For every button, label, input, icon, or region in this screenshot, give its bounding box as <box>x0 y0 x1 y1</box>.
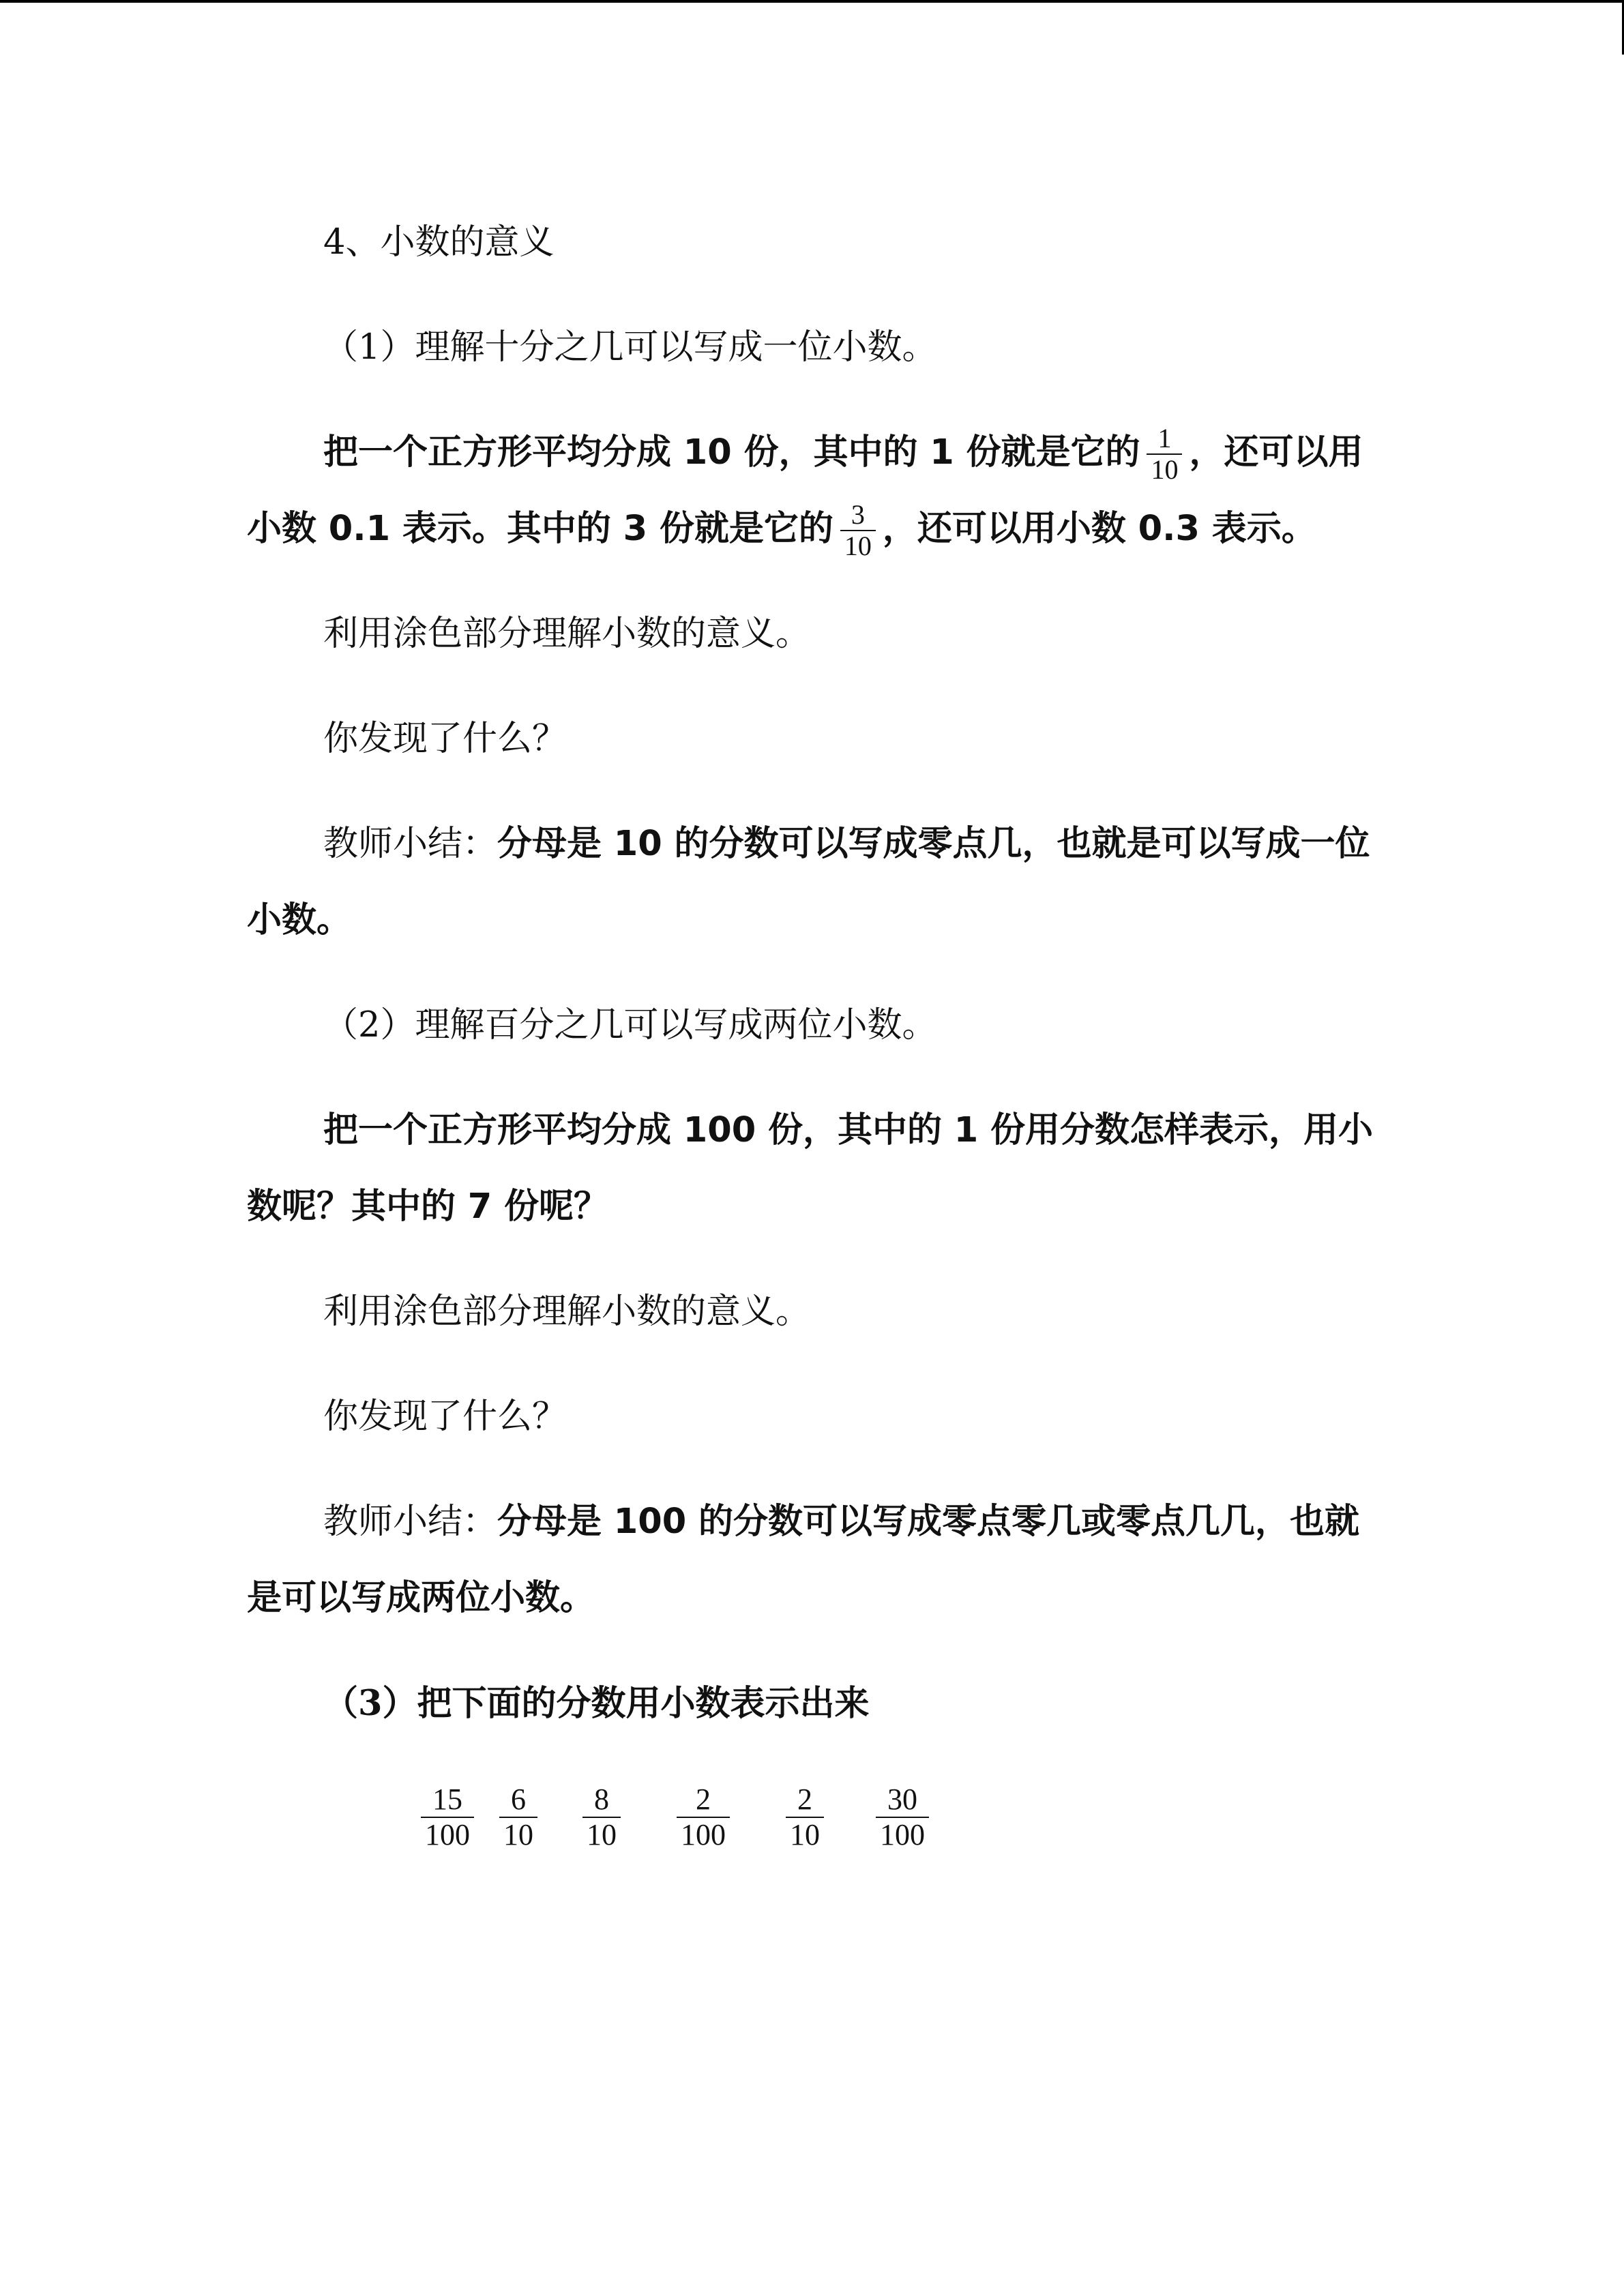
fraction-denominator: 100 <box>681 1818 726 1851</box>
part1-note: 利用涂色部分理解小数的意义。 <box>323 614 811 654</box>
section-title: 4、小数的意义 <box>323 222 555 263</box>
page-top-border <box>0 0 1624 3</box>
fraction-denominator: 10 <box>503 1818 533 1851</box>
fraction-numerator: 2 <box>786 1783 824 1818</box>
part1-para-a: 把一个正方形平均分成 10 份，其中的 1 份就是它的 <box>323 432 1140 473</box>
exercise-fraction <box>421 1783 474 1852</box>
part2-summary <box>247 1484 1393 1637</box>
fraction-exercise-row <box>247 1783 1393 1864</box>
part1-question: 你发现了什么？ <box>323 719 567 759</box>
part1-summary <box>247 806 1393 959</box>
exercise-fraction <box>677 1783 730 1852</box>
summary-text: 分母是 100 的分数可以写成零点零几或零点几几，也就是可以写成两位小数。 <box>247 1502 1359 1618</box>
part1-para-b: ，还可以用小数 0.1 表示。其中的 3 份就是它的 <box>247 432 1363 549</box>
fraction-denominator: 100 <box>880 1818 925 1851</box>
part1-heading: （1）理解十分之几可以写成一位小数。 <box>323 327 937 368</box>
fraction-denominator: 10 <box>844 531 872 561</box>
fraction-denominator: 10 <box>587 1818 617 1851</box>
part3-heading: （3）把下面的分数用小数表示出来 <box>323 1683 870 1724</box>
fraction-denominator: 10 <box>1151 454 1179 485</box>
part2-note: 利用涂色部分理解小数的意义。 <box>323 1292 811 1332</box>
summary-label: 教师小结： <box>323 1502 498 1542</box>
summary-label: 教师小结： <box>323 824 498 864</box>
part1-para-c: ，还可以用小数 0.3 表示。 <box>882 509 1316 549</box>
summary-text: 分母是 10 的分数可以写成零点几，也就是可以写成一位小数。 <box>247 824 1370 940</box>
part1-paragraph <box>247 415 1393 567</box>
fraction-numerator: 1 <box>1147 423 1182 455</box>
exercise-fraction <box>876 1783 929 1852</box>
fraction-one-tenth <box>1147 423 1182 485</box>
fraction-numerator: 6 <box>499 1783 537 1818</box>
fraction-three-tenths <box>840 500 876 561</box>
fraction-numerator: 8 <box>582 1783 621 1818</box>
exercise-fraction <box>582 1783 621 1852</box>
part2-paragraph: 把一个正方形平均分成 100 份，其中的 1 份用分数怎样表示，用小数呢？其中的 7 份呢？ <box>247 1110 1373 1227</box>
fraction-numerator: 3 <box>840 500 876 531</box>
part2-question: 你发现了什么？ <box>323 1397 567 1437</box>
fraction-numerator: 30 <box>876 1783 929 1818</box>
exercise-fraction <box>786 1783 824 1852</box>
part2-heading: （2）理解百分之几可以写成两位小数。 <box>323 1005 937 1045</box>
fraction-denominator: 100 <box>425 1818 470 1851</box>
fraction-denominator: 10 <box>790 1818 820 1851</box>
document-page <box>247 205 1393 1864</box>
fraction-numerator: 2 <box>677 1783 730 1818</box>
fraction-numerator: 15 <box>421 1783 474 1818</box>
exercise-fraction <box>499 1783 537 1852</box>
